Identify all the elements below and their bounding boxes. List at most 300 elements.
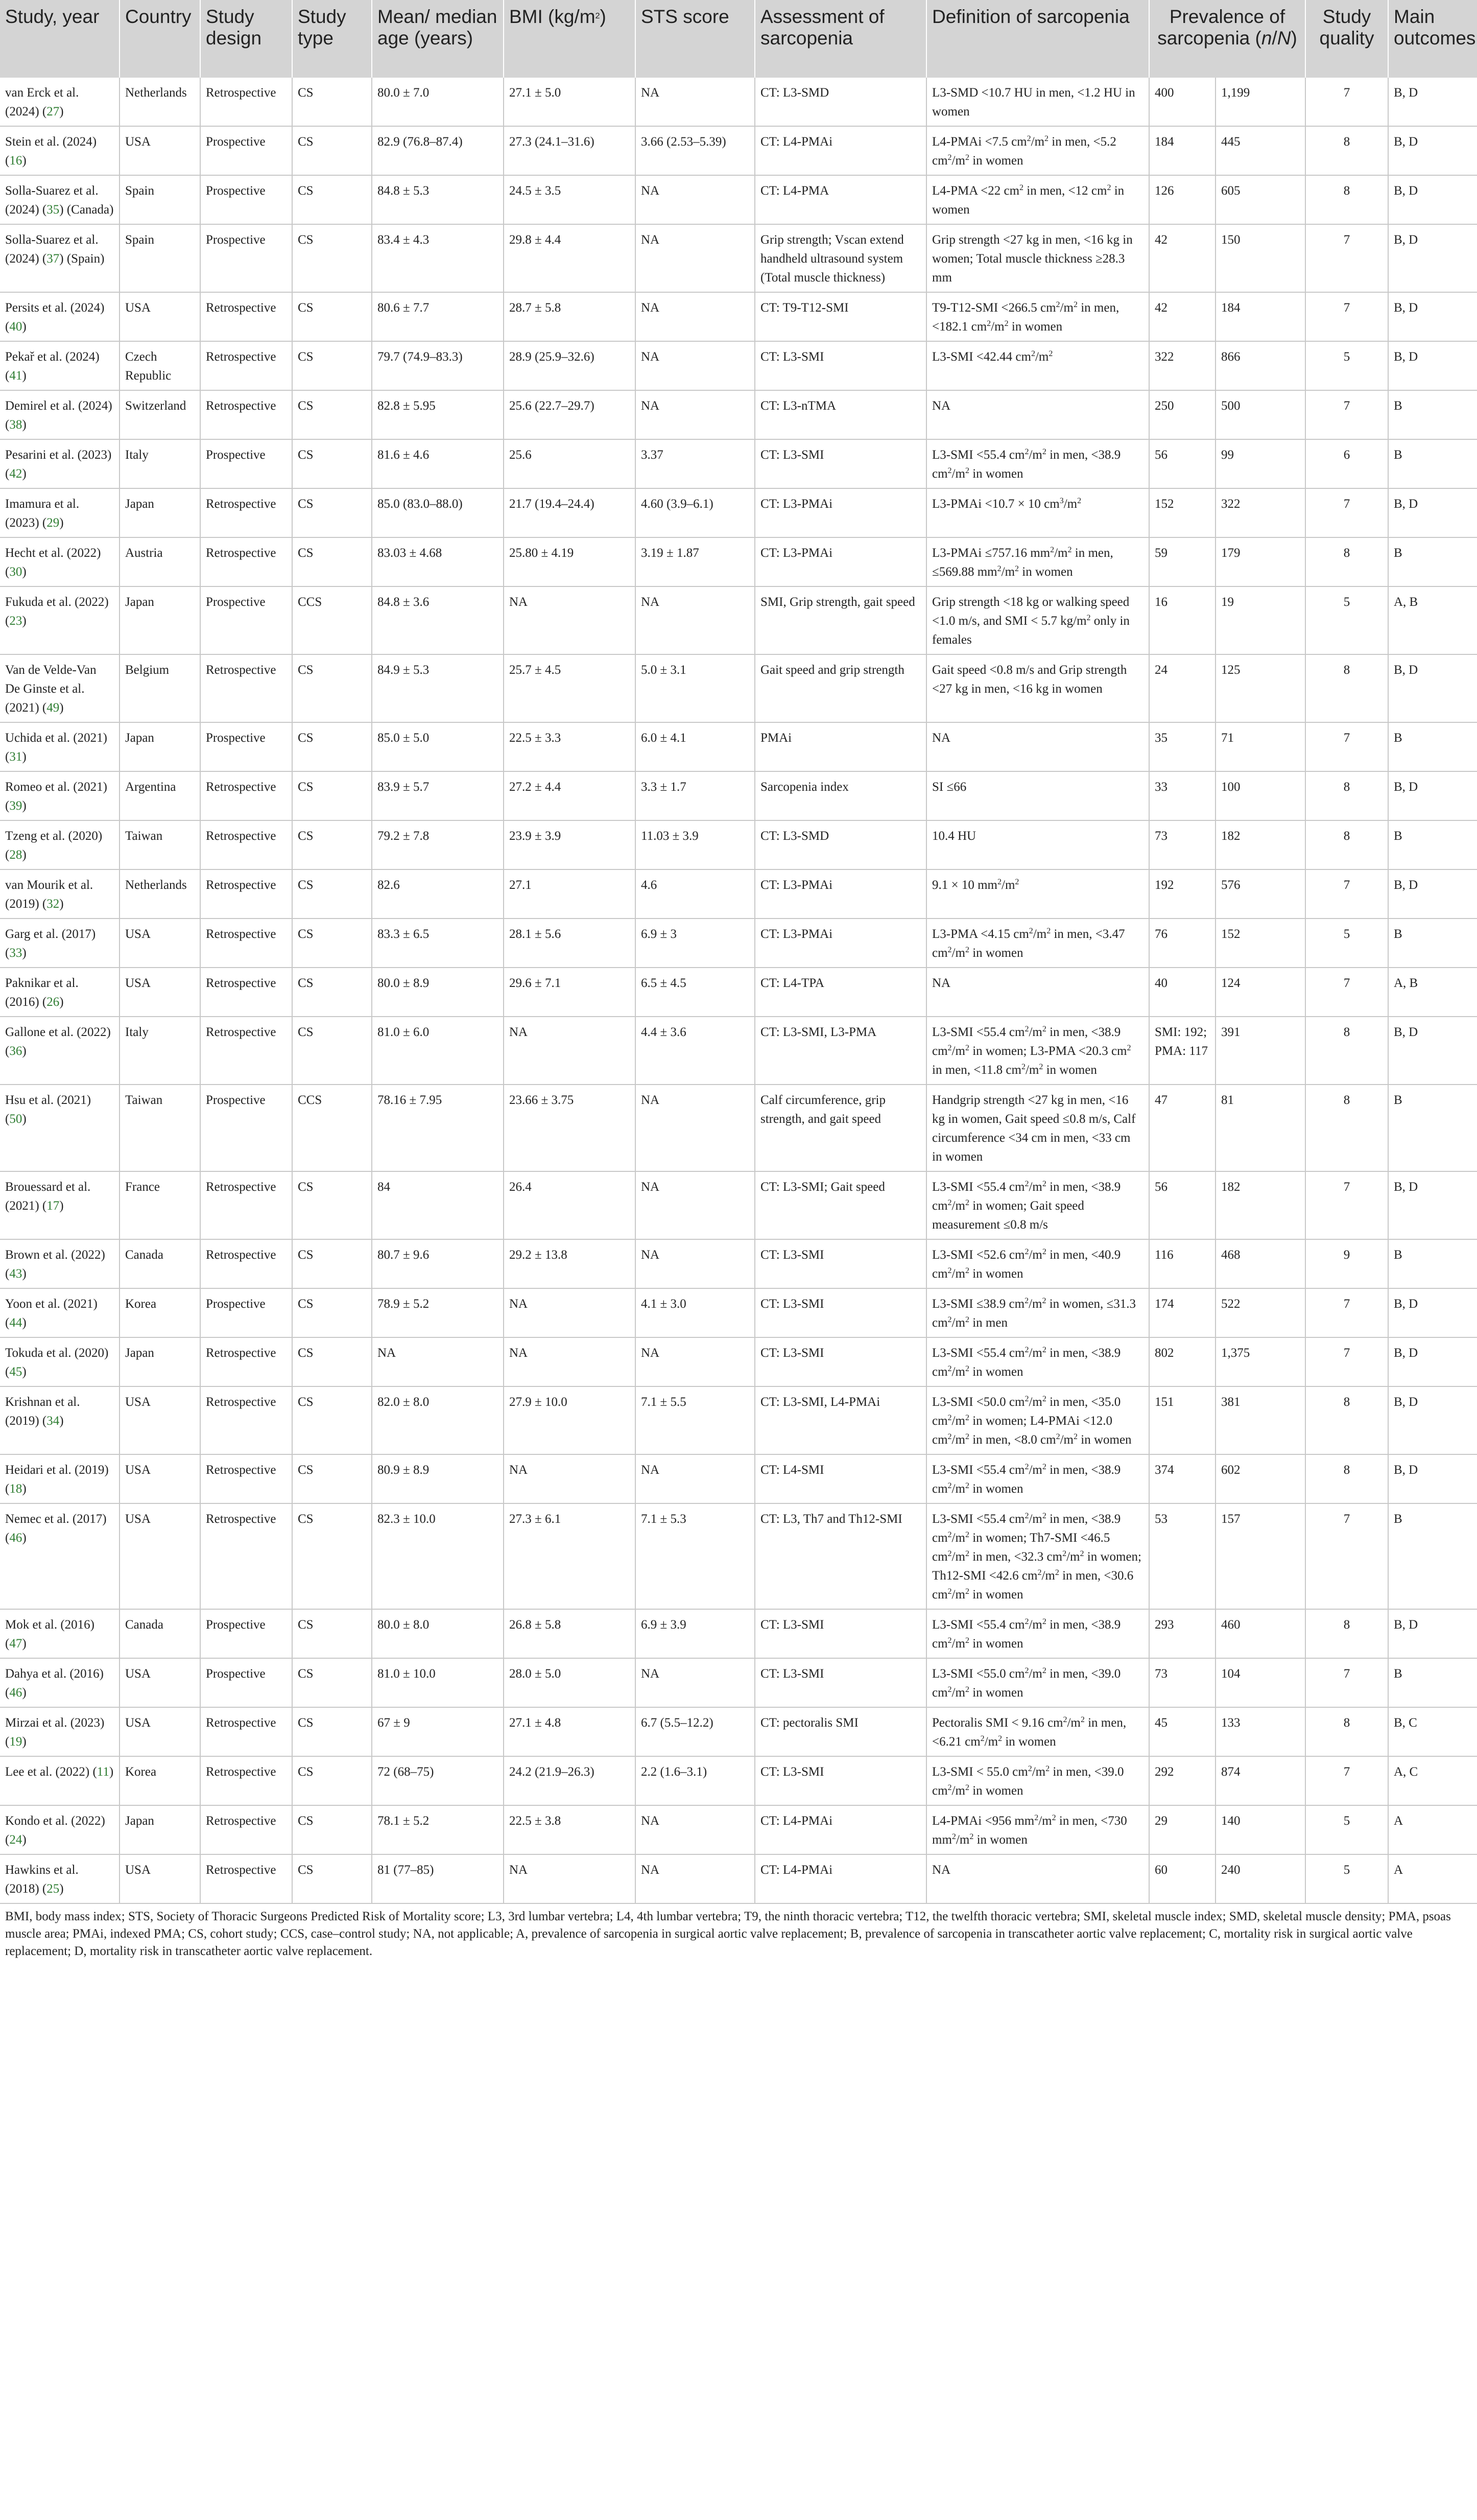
cell-bmi: 29.2 ± 13.8 bbox=[504, 1239, 635, 1288]
cell-quality: 8 bbox=[1305, 820, 1388, 869]
cell-study: Hawkins et al. (2018) (25) bbox=[0, 1854, 120, 1903]
cell-quality: 7 bbox=[1305, 1756, 1388, 1805]
reference-link[interactable]: 44 bbox=[9, 1316, 22, 1330]
cell-design: Retrospective bbox=[200, 1386, 292, 1454]
cell-age: NA bbox=[372, 1337, 504, 1386]
cell-assessment: CT: L3-SMI, L4-PMAi bbox=[755, 1386, 926, 1454]
cell-country: Netherlands bbox=[120, 78, 200, 126]
reference-link[interactable]: 31 bbox=[9, 750, 22, 764]
cell-design: Retrospective bbox=[200, 537, 292, 586]
study-name: Gallone et al. (2022) bbox=[5, 1025, 111, 1039]
cell-outcomes: B bbox=[1388, 820, 1477, 869]
cell-bmi: 23.66 ± 3.75 bbox=[504, 1085, 635, 1171]
cell-bmi: 25.7 ± 4.5 bbox=[504, 654, 635, 722]
reference-link[interactable]: 41 bbox=[9, 369, 22, 383]
cell-quality: 8 bbox=[1305, 175, 1388, 224]
cell-study: Tokuda et al. (2020) (45) bbox=[0, 1337, 120, 1386]
reference-link[interactable]: 38 bbox=[9, 418, 22, 432]
cell-prevalence-n: 35 bbox=[1149, 722, 1216, 771]
cell-age: 81.0 ± 10.0 bbox=[372, 1658, 504, 1707]
cell-quality: 7 bbox=[1305, 292, 1388, 341]
cell-bmi: 27.1 ± 5.0 bbox=[504, 78, 635, 126]
cell-prevalence-total: 133 bbox=[1216, 1707, 1305, 1756]
reference-link[interactable]: 23 bbox=[9, 614, 22, 628]
cell-outcomes: B bbox=[1388, 722, 1477, 771]
reference-link[interactable]: 49 bbox=[46, 701, 60, 715]
cell-design: Prospective bbox=[200, 1288, 292, 1337]
cell-assessment: CT: pectoralis SMI bbox=[755, 1707, 926, 1756]
cell-prevalence-n: 33 bbox=[1149, 771, 1216, 820]
study-name: van Erck et al. (2024) bbox=[5, 86, 79, 119]
cell-prevalence-total: 445 bbox=[1216, 126, 1305, 175]
cell-age: 79.7 (74.9–83.3) bbox=[372, 341, 504, 390]
cell-prevalence-total: 125 bbox=[1216, 654, 1305, 722]
reference-link[interactable]: 18 bbox=[9, 1482, 22, 1496]
cell-outcomes: B, D bbox=[1388, 654, 1477, 722]
cell-quality: 7 bbox=[1305, 869, 1388, 918]
reference-link[interactable]: 27 bbox=[46, 105, 60, 119]
cell-prevalence-total: 874 bbox=[1216, 1756, 1305, 1805]
study-name: Mirzai et al. (2023) bbox=[5, 1716, 105, 1730]
cell-age: 78.16 ± 7.95 bbox=[372, 1085, 504, 1171]
cell-definition: L3-SMI <55.4 $cm^2/m^2$ in men, <38.9 $cm^2/m^2$ in women bbox=[926, 1609, 1149, 1658]
cell-quality: 8 bbox=[1305, 1085, 1388, 1171]
cell-definition: L3-SMI <42.44 $cm^2/m^2$ bbox=[926, 341, 1149, 390]
cell-prevalence-n: 24 bbox=[1149, 654, 1216, 722]
cell-bmi: 23.9 ± 3.9 bbox=[504, 820, 635, 869]
cell-sts: NA bbox=[635, 1171, 755, 1239]
cell-type: CS bbox=[292, 224, 372, 292]
cell-sts: 6.9 ± 3 bbox=[635, 918, 755, 968]
study-name: Hawkins et al. (2018) bbox=[5, 1863, 79, 1896]
cell-type: CS bbox=[292, 771, 372, 820]
cell-bmi: 22.5 ± 3.3 bbox=[504, 722, 635, 771]
table-body bbox=[0, 78, 1477, 1903]
table-row bbox=[0, 1017, 1477, 1085]
cell-definition: L3-SMI <55.4 $cm^2/m^2$ in men, <38.9 $cm^2/m^2$ in women bbox=[926, 439, 1149, 488]
cell-assessment: CT: L3-SMI bbox=[755, 1658, 926, 1707]
cell-sts: 3.66 (2.53–5.39) bbox=[635, 126, 755, 175]
reference-link[interactable]: 42 bbox=[9, 467, 22, 481]
cell-prevalence-n: 16 bbox=[1149, 586, 1216, 654]
cell-definition: L3-SMI <55.0 $cm^2/m^2$ in men, <39.0 $cm^2/m^2$ in women bbox=[926, 1658, 1149, 1707]
cell-sts: NA bbox=[635, 586, 755, 654]
cell-country: USA bbox=[120, 1658, 200, 1707]
table-row bbox=[0, 1609, 1477, 1658]
table-row bbox=[0, 968, 1477, 1017]
reference-link[interactable]: 32 bbox=[46, 897, 60, 911]
reference-link[interactable]: 50 bbox=[9, 1112, 22, 1126]
cell-country: Spain bbox=[120, 175, 200, 224]
header-definition: Definition of sarcopenia bbox=[926, 0, 1149, 78]
cell-country: USA bbox=[120, 1854, 200, 1903]
cell-bmi: 22.5 ± 3.8 bbox=[504, 1805, 635, 1854]
cell-bmi: 27.1 bbox=[504, 869, 635, 918]
cell-prevalence-n: SMI: 192; PMA: 117 bbox=[1149, 1017, 1216, 1085]
cell-study: Romeo et al. (2021) (39) bbox=[0, 771, 120, 820]
study-name: Hecht et al. (2022) bbox=[5, 546, 101, 560]
cell-study: Mirzai et al. (2023) (19) bbox=[0, 1707, 120, 1756]
cell-type: CS bbox=[292, 126, 372, 175]
cell-age: 78.9 ± 5.2 bbox=[372, 1288, 504, 1337]
cell-prevalence-total: 391 bbox=[1216, 1017, 1305, 1085]
cell-type: CS bbox=[292, 1171, 372, 1239]
cell-bmi: 26.4 bbox=[504, 1171, 635, 1239]
cell-outcomes: B, D bbox=[1388, 869, 1477, 918]
cell-country: Spain bbox=[120, 224, 200, 292]
table-row bbox=[0, 1337, 1477, 1386]
cell-country: USA bbox=[120, 292, 200, 341]
cell-study: Hsu et al. (2021) (50) bbox=[0, 1085, 120, 1171]
cell-design: Retrospective bbox=[200, 1854, 292, 1903]
cell-country: Japan bbox=[120, 488, 200, 537]
cell-country: USA bbox=[120, 968, 200, 1017]
cell-definition: L3-SMI <55.4 $cm^2/m^2$ in men, <38.9 $cm^2/m^2$ in women; L3-PMA <20.3 $cm^2$ in men, <11.8 $cm^2/m^2$ in women bbox=[926, 1017, 1149, 1085]
table-row bbox=[0, 722, 1477, 771]
cell-type: CS bbox=[292, 488, 372, 537]
cell-prevalence-total: 866 bbox=[1216, 341, 1305, 390]
cell-bmi: 27.3 ± 6.1 bbox=[504, 1503, 635, 1609]
cell-outcomes: B bbox=[1388, 537, 1477, 586]
cell-type: CS bbox=[292, 918, 372, 968]
cell-quality: 8 bbox=[1305, 1386, 1388, 1454]
table-row bbox=[0, 488, 1477, 537]
cell-age: 84.9 ± 5.3 bbox=[372, 654, 504, 722]
cell-prevalence-total: 500 bbox=[1216, 390, 1305, 439]
table-row bbox=[0, 1805, 1477, 1854]
cell-sts: 6.0 ± 4.1 bbox=[635, 722, 755, 771]
reference-link[interactable]: 34 bbox=[46, 1414, 60, 1428]
cell-design: Retrospective bbox=[200, 488, 292, 537]
cell-bmi: 27.9 ± 10.0 bbox=[504, 1386, 635, 1454]
cell-study: Demirel et al. (2024) (38) bbox=[0, 390, 120, 439]
cell-outcomes: B bbox=[1388, 390, 1477, 439]
cell-bmi: 25.6 (22.7–29.7) bbox=[504, 390, 635, 439]
cell-study: Mok et al. (2016) (47) bbox=[0, 1609, 120, 1658]
cell-bmi: NA bbox=[504, 1017, 635, 1085]
cell-study: van Mourik et al. (2019) (32) bbox=[0, 869, 120, 918]
study-name: Tokuda et al. (2020) bbox=[5, 1346, 109, 1360]
cell-type: CS bbox=[292, 1756, 372, 1805]
cell-sts: 4.1 ± 3.0 bbox=[635, 1288, 755, 1337]
cell-country: Belgium bbox=[120, 654, 200, 722]
cell-definition: Grip strength <27 kg in men, <16 kg in women; Total muscle thickness ≥28.3 mm bbox=[926, 224, 1149, 292]
cell-definition: L4-PMAi <7.5 $cm^2/m^2$ in men, <5.2 $cm^2/m^2$ in women bbox=[926, 126, 1149, 175]
cell-sts: 3.19 ± 1.87 bbox=[635, 537, 755, 586]
cell-country: Italy bbox=[120, 1017, 200, 1085]
study-name: van Mourik et al. (2019) bbox=[5, 878, 93, 911]
table-row bbox=[0, 820, 1477, 869]
cell-age: 80.0 ± 8.9 bbox=[372, 968, 504, 1017]
cell-definition: L3-SMI <52.6 $cm^2/m^2$ in men, <40.9 $cm^2/m^2$ in women bbox=[926, 1239, 1149, 1288]
cell-design: Retrospective bbox=[200, 918, 292, 968]
cell-bmi: 28.1 ± 5.6 bbox=[504, 918, 635, 968]
cell-design: Prospective bbox=[200, 722, 292, 771]
cell-assessment: CT: L3-SMD bbox=[755, 78, 926, 126]
cell-study: Nemec et al. (2017) (46) bbox=[0, 1503, 120, 1609]
cell-outcomes: B, D bbox=[1388, 1454, 1477, 1503]
cell-outcomes: A bbox=[1388, 1805, 1477, 1854]
cell-prevalence-total: 100 bbox=[1216, 771, 1305, 820]
study-extra: (Spain) bbox=[66, 252, 105, 266]
cell-country: USA bbox=[120, 126, 200, 175]
cell-outcomes: B, D bbox=[1388, 1017, 1477, 1085]
cell-country: Austria bbox=[120, 537, 200, 586]
reference-link[interactable]: 47 bbox=[9, 1637, 22, 1651]
cell-bmi: NA bbox=[504, 1337, 635, 1386]
cell-definition: L3-PMAi ≤757.16 $mm^2/m^2$ in men, ≤569.88 $mm^2/m^2$ in women bbox=[926, 537, 1149, 586]
cell-study: Hecht et al. (2022) (30) bbox=[0, 537, 120, 586]
cell-quality: 7 bbox=[1305, 1337, 1388, 1386]
table-row bbox=[0, 1239, 1477, 1288]
cell-assessment: CT: L4-SMI bbox=[755, 1454, 926, 1503]
cell-study: Solla-Suarez et al. (2024) (35) (Canada) bbox=[0, 175, 120, 224]
cell-type: CCS bbox=[292, 1085, 372, 1171]
reference-link[interactable]: 46 bbox=[9, 1686, 22, 1700]
cell-quality: 8 bbox=[1305, 1017, 1388, 1085]
cell-definition: L3-PMA <4.15 $cm^2/m^2$ in men, <3.47 $cm^2/m^2$ in women bbox=[926, 918, 1149, 968]
study-name: Kondo et al. (2022) bbox=[5, 1814, 105, 1828]
reference-link[interactable]: 46 bbox=[9, 1531, 22, 1545]
study-name: Brown et al. (2022) bbox=[5, 1248, 105, 1262]
cell-quality: 8 bbox=[1305, 1609, 1388, 1658]
cell-prevalence-total: 71 bbox=[1216, 722, 1305, 771]
cell-assessment: CT: L3-SMI, L3-PMA bbox=[755, 1017, 926, 1085]
reference-link[interactable]: 39 bbox=[9, 799, 22, 813]
cell-design: Retrospective bbox=[200, 820, 292, 869]
study-name: Pekař et al. (2024) bbox=[5, 350, 100, 364]
cell-age: 82.9 (76.8–87.4) bbox=[372, 126, 504, 175]
cell-country: Netherlands bbox=[120, 869, 200, 918]
cell-assessment: CT: L3-SMI; Gait speed bbox=[755, 1171, 926, 1239]
cell-prevalence-total: 104 bbox=[1216, 1658, 1305, 1707]
cell-bmi: 29.6 ± 7.1 bbox=[504, 968, 635, 1017]
reference-link[interactable]: 45 bbox=[9, 1365, 22, 1379]
cell-sts: 7.1 ± 5.5 bbox=[635, 1386, 755, 1454]
cell-assessment: SMI, Grip strength, gait speed bbox=[755, 586, 926, 654]
cell-definition: L4-PMA <22 $cm^2$ in men, <12 $cm^2$ in women bbox=[926, 175, 1149, 224]
cell-age: 80.6 ± 7.7 bbox=[372, 292, 504, 341]
header-sts: STS score bbox=[635, 0, 755, 78]
cell-sts: NA bbox=[635, 175, 755, 224]
cell-design: Retrospective bbox=[200, 1805, 292, 1854]
cell-sts: 11.03 ± 3.9 bbox=[635, 820, 755, 869]
cell-prevalence-n: 47 bbox=[1149, 1085, 1216, 1171]
cell-age: 83.03 ± 4.68 bbox=[372, 537, 504, 586]
cell-design: Prospective bbox=[200, 126, 292, 175]
cell-prevalence-n: 73 bbox=[1149, 820, 1216, 869]
cell-assessment: CT: L4-PMAi bbox=[755, 126, 926, 175]
reference-link[interactable]: 36 bbox=[9, 1044, 22, 1058]
cell-sts: NA bbox=[635, 78, 755, 126]
cell-age: 78.1 ± 5.2 bbox=[372, 1805, 504, 1854]
cell-type: CS bbox=[292, 439, 372, 488]
reference-link[interactable]: 33 bbox=[9, 946, 22, 960]
cell-design: Retrospective bbox=[200, 968, 292, 1017]
header-design: Study design bbox=[200, 0, 292, 78]
study-name: Stein et al. (2024) bbox=[5, 135, 97, 149]
reference-link[interactable]: 35 bbox=[46, 203, 60, 217]
cell-quality: 5 bbox=[1305, 1805, 1388, 1854]
cell-definition: T9-T12-SMI <266.5 $cm^2/m^2$ in men, <182.1 $cm^2/m^2$ in women bbox=[926, 292, 1149, 341]
cell-design: Retrospective bbox=[200, 1171, 292, 1239]
cell-country: France bbox=[120, 1171, 200, 1239]
table-row bbox=[0, 175, 1477, 224]
cell-sts: 6.5 ± 4.5 bbox=[635, 968, 755, 1017]
study-name: Heidari et al. (2019) bbox=[5, 1463, 109, 1477]
reference-link[interactable]: 19 bbox=[9, 1735, 22, 1749]
cell-type: CS bbox=[292, 1707, 372, 1756]
cell-study: Imamura et al. (2023) (29) bbox=[0, 488, 120, 537]
cell-assessment: Grip strength; Vscan extend handheld ultrasound system (Total muscle thickness) bbox=[755, 224, 926, 292]
reference-link[interactable]: 17 bbox=[46, 1199, 60, 1213]
cell-definition: Handgrip strength <27 kg in men, <16 kg in women, Gait speed ≤0.8 m/s, Calf circumference <34 cm in men, <33 cm in women bbox=[926, 1085, 1149, 1171]
table-row bbox=[0, 1386, 1477, 1454]
study-name: Pesarini et al. (2023) bbox=[5, 448, 112, 462]
study-name: Nemec et al. (2017) bbox=[5, 1512, 107, 1526]
cell-country: Japan bbox=[120, 586, 200, 654]
table-row bbox=[0, 869, 1477, 918]
table-row bbox=[0, 341, 1477, 390]
cell-design: Retrospective bbox=[200, 1239, 292, 1288]
cell-sts: NA bbox=[635, 1085, 755, 1171]
reference-link[interactable]: 16 bbox=[9, 154, 22, 168]
cell-prevalence-total: 184 bbox=[1216, 292, 1305, 341]
cell-age: 80.9 ± 8.9 bbox=[372, 1454, 504, 1503]
study-name: Solla-Suarez et al. (2024) bbox=[5, 184, 99, 217]
cell-definition: Pectoralis SMI < 9.16 $cm^2/m^2$ in men, <6.21 $cm^2/m^2$ in women bbox=[926, 1707, 1149, 1756]
header-outcomes: Main outcomes bbox=[1388, 0, 1477, 78]
cell-bmi: 28.7 ± 5.8 bbox=[504, 292, 635, 341]
cell-type: CS bbox=[292, 820, 372, 869]
cell-assessment: CT: L3-nTMA bbox=[755, 390, 926, 439]
cell-type: CS bbox=[292, 1805, 372, 1854]
cell-quality: 7 bbox=[1305, 488, 1388, 537]
cell-study: Paknikar et al. (2016) (26) bbox=[0, 968, 120, 1017]
cell-design: Retrospective bbox=[200, 1337, 292, 1386]
table-row bbox=[0, 1454, 1477, 1503]
cell-design: Prospective bbox=[200, 175, 292, 224]
header-assessment: Assessment of sarcopenia bbox=[755, 0, 926, 78]
reference-link[interactable]: 25 bbox=[46, 1882, 60, 1896]
header-age: Mean/ median age (years) bbox=[372, 0, 504, 78]
study-name: Paknikar et al. (2016) bbox=[5, 976, 79, 1009]
cell-study: Stein et al. (2024) (16) bbox=[0, 126, 120, 175]
reference-link[interactable]: 43 bbox=[9, 1267, 22, 1281]
reference-link[interactable]: 30 bbox=[9, 565, 22, 579]
cell-design: Retrospective bbox=[200, 1454, 292, 1503]
cell-assessment: CT: L3-SMI bbox=[755, 1756, 926, 1805]
cell-assessment: CT: L3-PMAi bbox=[755, 869, 926, 918]
cell-quality: 7 bbox=[1305, 1288, 1388, 1337]
cell-age: 67 ± 9 bbox=[372, 1707, 504, 1756]
cell-study: Solla-Suarez et al. (2024) (37) (Spain) bbox=[0, 224, 120, 292]
cell-prevalence-n: 192 bbox=[1149, 869, 1216, 918]
cell-age: 72 (68–75) bbox=[372, 1756, 504, 1805]
cell-prevalence-n: 400 bbox=[1149, 78, 1216, 126]
cell-age: 84 bbox=[372, 1171, 504, 1239]
header-bmi bbox=[504, 0, 635, 78]
reference-link[interactable]: 28 bbox=[9, 848, 22, 862]
cell-sts: NA bbox=[635, 292, 755, 341]
cell-prevalence-n: 59 bbox=[1149, 537, 1216, 586]
study-name: Uchida et al. (2021) bbox=[5, 731, 107, 745]
cell-sts: 3.37 bbox=[635, 439, 755, 488]
cell-country: Italy bbox=[120, 439, 200, 488]
cell-design: Retrospective bbox=[200, 1503, 292, 1609]
cell-prevalence-n: 116 bbox=[1149, 1239, 1216, 1288]
reference-link[interactable]: 37 bbox=[46, 252, 60, 266]
cell-prevalence-total: 1,375 bbox=[1216, 1337, 1305, 1386]
cell-assessment: CT: L4-TPA bbox=[755, 968, 926, 1017]
cell-definition: 10.4 HU bbox=[926, 820, 1149, 869]
cell-age: 81.0 ± 6.0 bbox=[372, 1017, 504, 1085]
cell-design: Prospective bbox=[200, 439, 292, 488]
cell-outcomes: A, B bbox=[1388, 968, 1477, 1017]
header-prevalence bbox=[1149, 0, 1305, 78]
cell-study: Lee et al. (2022) (11) bbox=[0, 1756, 120, 1805]
study-name: Dahya et al. (2016) bbox=[5, 1667, 104, 1681]
cell-assessment: CT: L4-PMAi bbox=[755, 1805, 926, 1854]
cell-design: Prospective bbox=[200, 586, 292, 654]
cell-prevalence-n: 293 bbox=[1149, 1609, 1216, 1658]
cell-sts: NA bbox=[635, 341, 755, 390]
reference-link[interactable]: 11 bbox=[97, 1765, 109, 1779]
cell-age: 83.3 ± 6.5 bbox=[372, 918, 504, 968]
table-row bbox=[0, 292, 1477, 341]
cell-quality: 8 bbox=[1305, 1454, 1388, 1503]
cell-prevalence-n: 40 bbox=[1149, 968, 1216, 1017]
reference-link[interactable]: 29 bbox=[46, 516, 60, 530]
reference-link[interactable]: 24 bbox=[9, 1833, 22, 1847]
cell-prevalence-n: 60 bbox=[1149, 1854, 1216, 1903]
cell-country: USA bbox=[120, 1503, 200, 1609]
reference-link[interactable]: 40 bbox=[9, 320, 22, 334]
cell-assessment: CT: T9-T12-SMI bbox=[755, 292, 926, 341]
cell-prevalence-n: 374 bbox=[1149, 1454, 1216, 1503]
cell-outcomes: B, D bbox=[1388, 1171, 1477, 1239]
cell-country: Switzerland bbox=[120, 390, 200, 439]
cell-study: Dahya et al. (2016) (46) bbox=[0, 1658, 120, 1707]
cell-prevalence-total: 179 bbox=[1216, 537, 1305, 586]
cell-prevalence-n: 802 bbox=[1149, 1337, 1216, 1386]
cell-bmi: 27.3 (24.1–31.6) bbox=[504, 126, 635, 175]
cell-country: Japan bbox=[120, 722, 200, 771]
cell-type: CS bbox=[292, 390, 372, 439]
cell-definition: L3-SMI <55.4 $cm^2/m^2$ in men, <38.9 $cm^2/m^2$ in women; Gait speed measurement ≤0.8 m/s bbox=[926, 1171, 1149, 1239]
cell-type: CS bbox=[292, 1503, 372, 1609]
table-row bbox=[0, 1658, 1477, 1707]
cell-prevalence-n: 45 bbox=[1149, 1707, 1216, 1756]
cell-prevalence-total: 124 bbox=[1216, 968, 1305, 1017]
reference-link[interactable]: 26 bbox=[46, 995, 60, 1009]
cell-age: 82.0 ± 8.0 bbox=[372, 1386, 504, 1454]
cell-bmi: 25.80 ± 4.19 bbox=[504, 537, 635, 586]
header-type: Study type bbox=[292, 0, 372, 78]
cell-prevalence-n: 292 bbox=[1149, 1756, 1216, 1805]
cell-definition: 9.1 × 10 $mm^2/m^2$ bbox=[926, 869, 1149, 918]
cell-age: 81 (77–85) bbox=[372, 1854, 504, 1903]
cell-age: 82.8 ± 5.95 bbox=[372, 390, 504, 439]
cell-outcomes: B bbox=[1388, 1503, 1477, 1609]
cell-type: CS bbox=[292, 1609, 372, 1658]
cell-quality: 5 bbox=[1305, 341, 1388, 390]
header-study: Study, year bbox=[0, 0, 120, 78]
header-quality: Study quality bbox=[1305, 0, 1388, 78]
cell-sts: NA bbox=[635, 1805, 755, 1854]
table-row bbox=[0, 586, 1477, 654]
cell-quality: 7 bbox=[1305, 224, 1388, 292]
